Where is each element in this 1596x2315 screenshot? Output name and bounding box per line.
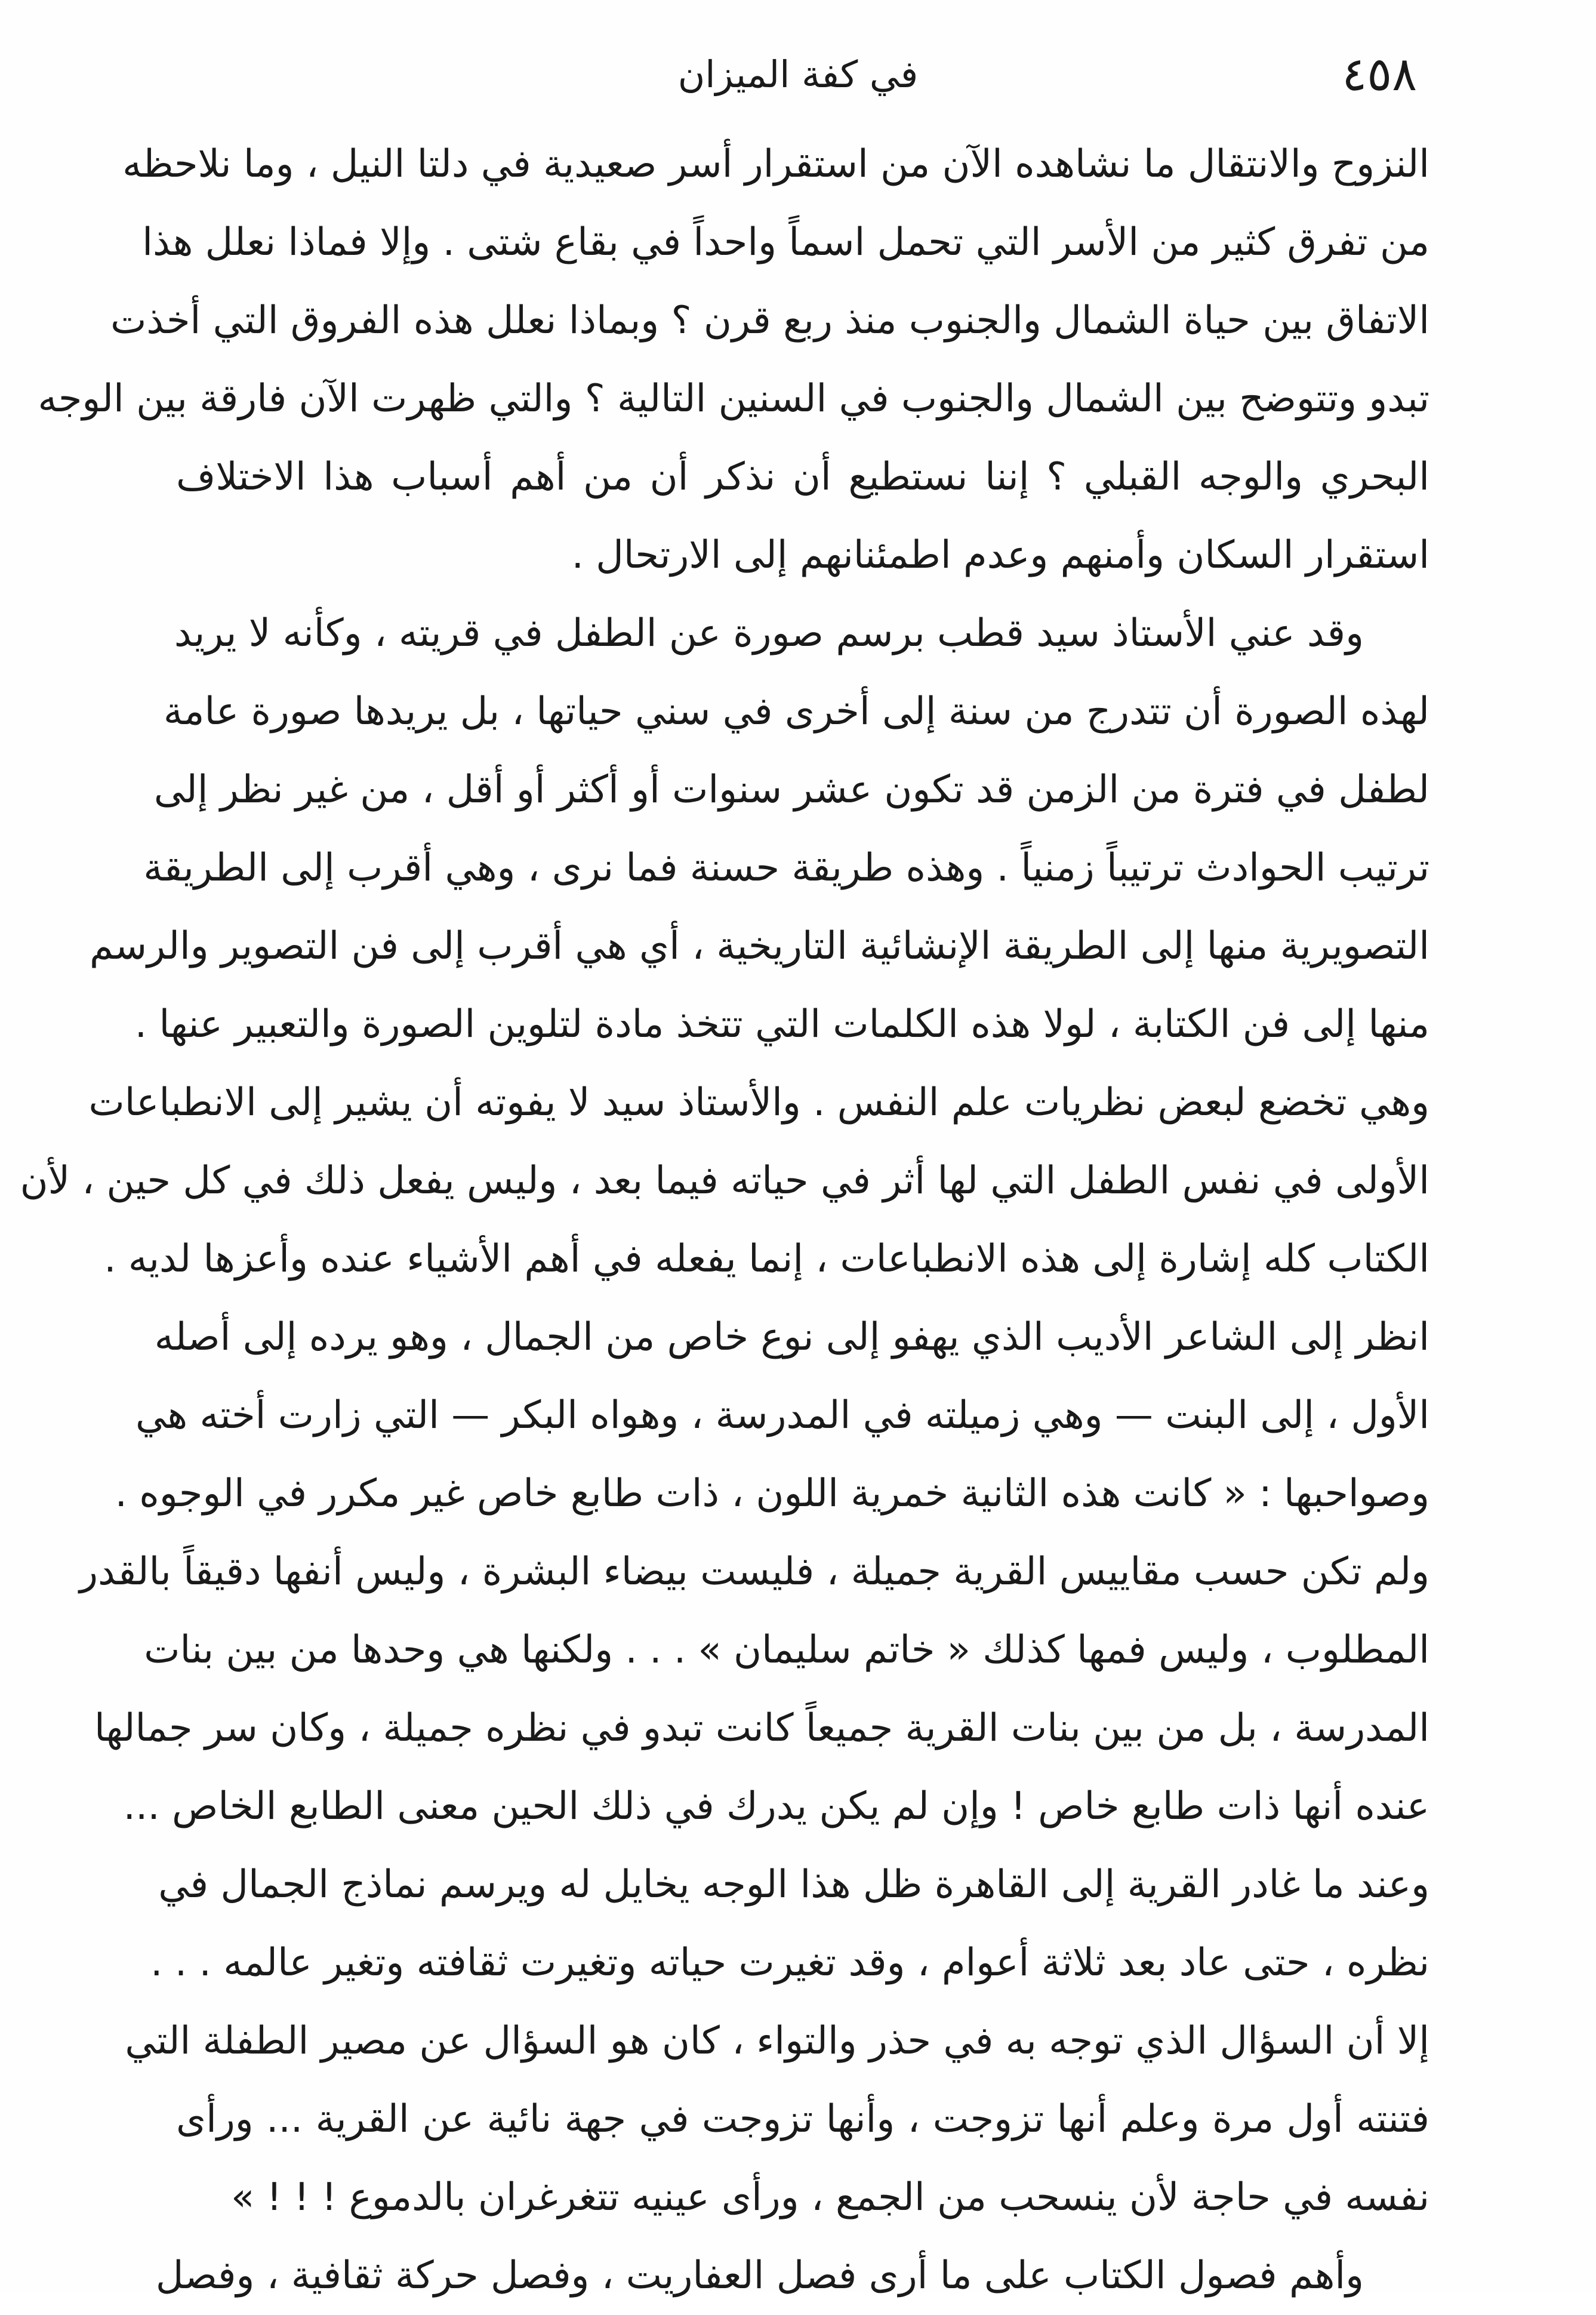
text-line: وعند ما غادر القرية إلى القاهرة ظل هذا الوجه يخايل له ويرسم نماذج الجمال في xyxy=(158,1863,1429,1907)
text-line: لهذه الصورة أن تتدرج من سنة إلى أخرى في سني حياتها ، بل يريدها صورة عامة xyxy=(163,689,1429,734)
text-line: استقرار السكان وأمنهم وعدم اطمئنانهم إلى الارتحال . xyxy=(571,533,1429,577)
text-line: لطفل في فترة من الزمن قد تكون عشر سنوات أو أكثر أو أقل ، من غير نظر إلى xyxy=(153,768,1429,812)
body-text xyxy=(20,125,1429,2315)
text-line: المدرسة ، بل من بين بنات القرية جميعاً كانت تبدو في نظره جميلة ، وكان سر جمالها xyxy=(94,1706,1429,1750)
text-line: نفسه في حاجة لأن ينسحب من الجمع ، ورأى عينيه تتغرغران بالدموع ! ! ! » xyxy=(231,2175,1429,2219)
text-line: وصواحبها : « كانت هذه الثانية خمرية اللون ، ذات طابع خاص غير مكرر في الوجوه . xyxy=(115,1471,1429,1516)
text-line: عنده أنها ذات طابع خاص ! وإن لم يكن يدرك في ذلك الحين معنى الطابع الخاص ... xyxy=(123,1784,1429,1828)
text-line: الأولى في نفس الطفل التي لها أثر في حياته فيما بعد ، وليس يفعل ذلك في كل حين ، لأن xyxy=(20,1159,1429,1203)
text-line: ترتيب الحوادث ترتيباً زمنياً . وهذه طريقة حسنة فما نرى ، وهي أقرب إلى الطريقة xyxy=(143,846,1429,890)
text-line: التصويرية منها إلى الطريقة الإنشائية التاريخية ، أي هي أقرب إلى فن التصوير والرسم xyxy=(89,924,1429,968)
text-line: المطلوب ، وليس فمها كذلك « خاتم سليمان » . . . ولكنها هي وحدها من بين بنات xyxy=(144,1628,1429,1672)
text-line: النزوح والانتقال ما نشاهده الآن من استقرار أسر صعيدية في دلتا النيل ، وما نلاحظه xyxy=(122,142,1429,186)
text-line: فتنته أول مرة وعلم أنها تزوجت ، وأنها تزوجت في جهة نائية عن القرية ... ورأى xyxy=(176,2097,1429,2141)
text-line: الأول ، إلى البنت — وهي زميلته في المدرسة ، وهواه البكر — التي زارت أخته هي xyxy=(135,1393,1429,1437)
text-line: وأهم فصول الكتاب على ما أرى فصل العفاريت ، وفصل حركة ثقافية ، وفصل xyxy=(155,2254,1364,2298)
text-line: وهي تخضع لبعض نظريات علم النفس . والأستاذ سيد لا يفوته أن يشير إلى الانطباعات xyxy=(88,1080,1429,1125)
text-line: إلا أن السؤال الذي توجه به في حذر والتواء ، كان هو السؤال عن مصير الطفلة التي xyxy=(125,2019,1429,2063)
text-line: الكتاب كله إشارة إلى هذه الانطباعات ، إنما يفعله في أهم الأشياء عنده وأعزها لديه . xyxy=(104,1237,1429,1281)
text-line: الاتفاق بين حياة الشمال والجنوب منذ ربع قرن ؟ وبماذا نعلل هذه الفروق التي أخذت xyxy=(110,298,1429,343)
text-line: منها إلى فن الكتابة ، لولا هذه الكلمات التي تتخذ مادة لتلوين الصورة والتعبير عنها . xyxy=(134,1002,1429,1046)
running-title: في كفة الميزان xyxy=(677,53,919,96)
text-line: من تفرق كثير من الأسر التي تحمل اسماً واحداً في بقاع شتى . وإلا فماذا نعلل هذا xyxy=(142,220,1429,264)
page-number: ٤٥٨ xyxy=(1342,48,1417,101)
text-line: وقد عني الأستاذ سيد قطب برسم صورة عن الطفل في قريته ، وكأنه لا يريد xyxy=(174,611,1364,655)
running-head xyxy=(179,42,1417,107)
text-line: نظره ، حتى عاد بعد ثلاثة أعوام ، وقد تغيرت حياته وتغيرت ثقافته وتغير عالمه . . . xyxy=(150,1941,1429,1985)
text-line: انظر إلى الشاعر الأديب الذي يهفو إلى نوع خاص من الجمال ، وهو يرده إلى أصله xyxy=(154,1315,1429,1359)
text-line: تبدو وتتوضح بين الشمال والجنوب في السنين التالية ؟ والتي ظهرت الآن فارقة بين الوجه xyxy=(38,377,1429,421)
text-line: ولم تكن حسب مقاييس القرية جميلة ، فليست بيضاء البشرة ، وليس أنفها دقيقاً بالقدر xyxy=(79,1550,1429,1594)
text-line: البحري والوجه القبلي ؟ إننا نستطيع أن نذكر أن من أهم أسباب هذا الاختلاف xyxy=(176,455,1429,499)
